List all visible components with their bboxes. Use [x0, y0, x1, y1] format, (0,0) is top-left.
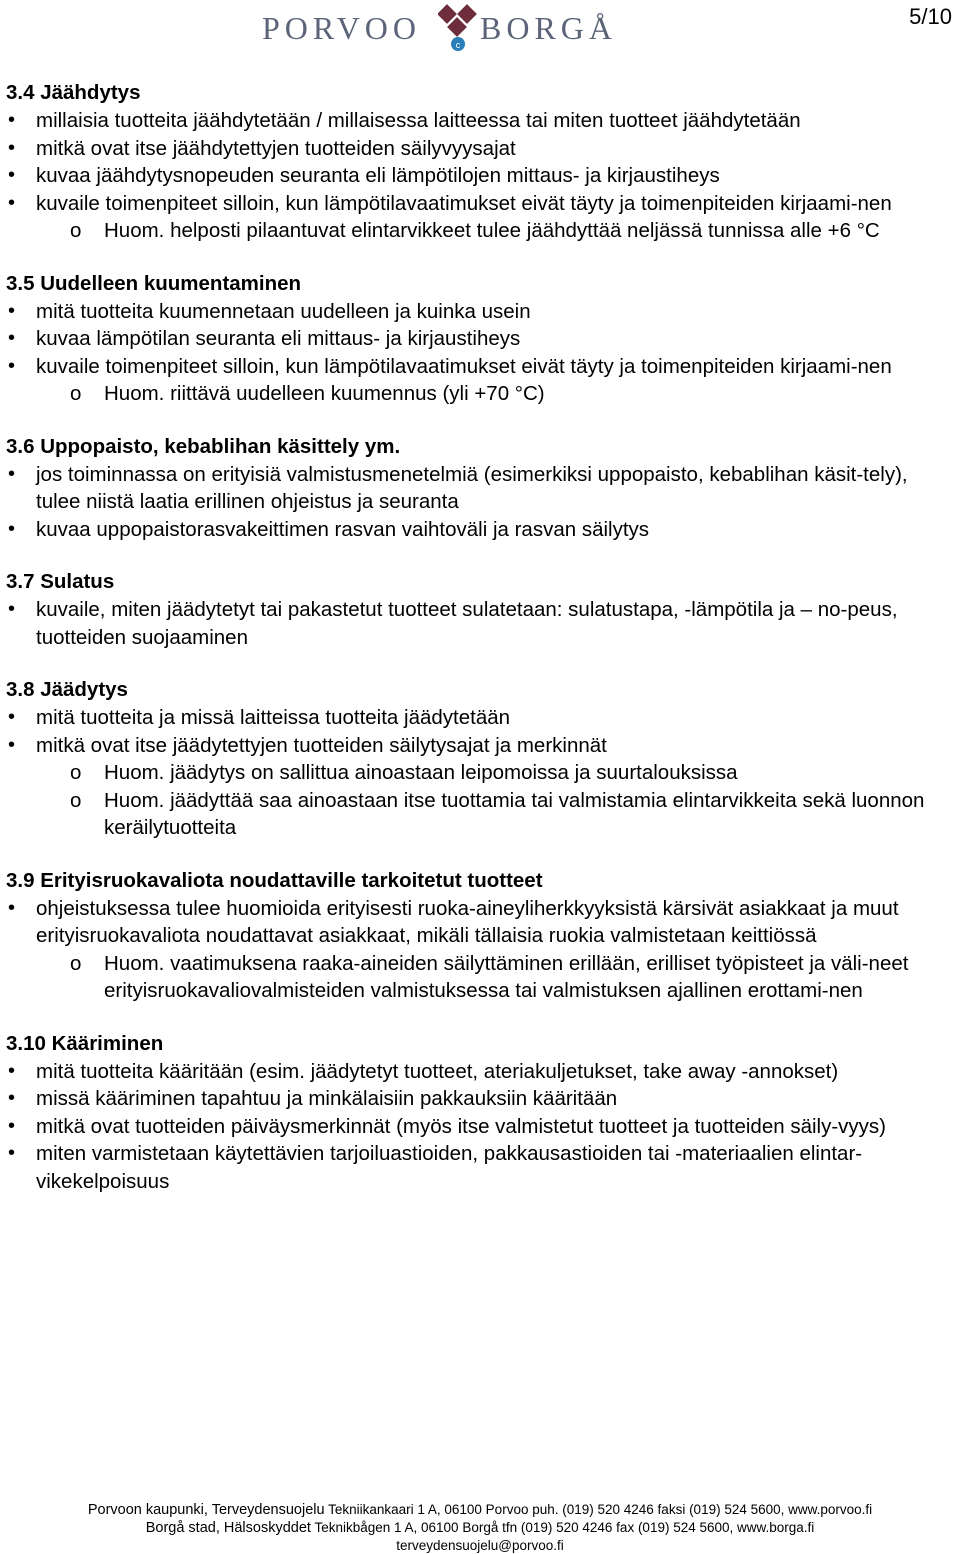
list-item: • kuvaile, miten jäädytetyt tai pakastetut tuotteet sulatetaan: sulatustapa, -lämpötila ja – no-peus, tuotteiden suojaaminen	[0, 596, 960, 651]
section	[0, 433, 960, 544]
bullet-list	[0, 461, 960, 544]
section-spacer	[0, 1005, 960, 1030]
section	[0, 676, 960, 842]
list-item: • kuvaa jäähdytysnopeuden seuranta eli lämpötilojen mittaus- ja kirjaustiheys	[0, 162, 960, 190]
footer-org-sv: Borgå stad, Hälsoskyddet	[145, 1520, 311, 1536]
sub-list-text: Huom. riittävä uudelleen kuumennus (yli +70 °C)	[104, 382, 545, 405]
section-spacer	[0, 245, 960, 270]
section-spacer	[0, 543, 960, 568]
document-body	[0, 79, 960, 1195]
bullet-list	[0, 596, 960, 651]
sub-bullet-icon: o	[70, 788, 82, 812]
section	[0, 1030, 960, 1196]
list-item: • missä kääriminen tapahtuu ja minkälaisiin pakkauksiin kääritään	[0, 1085, 960, 1113]
list-item: • kuvaa lämpötilan seuranta eli mittaus- ja kirjaustiheys	[0, 325, 960, 353]
sub-bullet-icon: o	[70, 951, 82, 975]
list-item: • mitkä ovat tuotteiden päiväysmerkinnät (myös itse valmistetut tuotteet ja tuotteiden säily-vyys)	[0, 1113, 960, 1141]
list-item: • miten varmistetaan käytettävien tarjoiluastioiden, pakkausastioiden tai -materiaalien elintar-vikekelpoisuus	[0, 1140, 960, 1195]
bullet-list	[0, 704, 960, 759]
list-item: • kuvaile toimenpiteet silloin, kun lämpötilavaatimukset eivät täyty ja toimenpiteiden kirjaami-nen	[0, 353, 960, 381]
section-spacer	[0, 408, 960, 433]
section-heading: 3.6 Uppopaisto, kebablihan käsittely ym.	[6, 434, 401, 458]
sub-list-text: Huom. jäädyttää saa ainoastaan itse tuottamia tai valmistamia elintarvikkeita sekä luonnon keräilytuotteita	[104, 788, 925, 839]
section-heading: 3.5 Uudelleen kuumentaminen	[6, 271, 302, 295]
footer-line-2	[0, 1519, 960, 1537]
sub-bullet-icon: o	[70, 761, 82, 784]
section	[0, 568, 960, 651]
footer-org-fi: Porvoon kaupunki, Terveydensuojelu	[87, 1502, 325, 1518]
footer-contact-fi: Tekniikankaari 1 A, 06100 Porvoo puh. (019) 520 4246 faksi (019) 524 5600, www.porvoo.fi	[328, 1502, 873, 1517]
section-spacer	[0, 842, 960, 867]
section	[0, 270, 960, 408]
list-item: • kuvaa uppopaistorasvakeittimen rasvan vaihtoväli ja rasvan säilytys	[0, 516, 960, 544]
list-item: • jos toiminnassa on erityisiä valmistusmenetelmiä (esimerkiksi uppopaisto, kebablihan käsit-tely), tulee niistä laatia erillinen ohjeistus ja seuranta	[0, 461, 960, 516]
sub-bullet-icon: o	[70, 382, 82, 405]
sub-bullet-icon: o	[70, 219, 82, 242]
sub-list-item	[0, 787, 960, 842]
svg-text:c: c	[455, 40, 461, 50]
footer-email: terveydensuojelu@porvoo.fi	[396, 1538, 564, 1553]
list-item: • ohjeistuksessa tulee huomioida erityisesti ruoka-aineyliherkkyyksistä kärsivät asiakkaat ja muut erityisruokavaliota noudattavat asiakkaat, mikäli tällaisia ruokia valmistetaan keittiössä	[0, 895, 960, 950]
sub-list-item	[0, 380, 960, 408]
list-item: • mitä tuotteita kääritään (esim. jäädytetyt tuotteet, ateriakuljetukset, take away -annokset)	[0, 1058, 960, 1086]
bullet-list	[0, 895, 960, 950]
footer-line-1	[0, 1501, 960, 1519]
city-emblem-icon	[438, 4, 478, 52]
section-heading: 3.8 Jäädytys	[6, 678, 128, 701]
sub-list-item	[0, 759, 960, 787]
section-heading: 3.10 Kääriminen	[6, 1031, 164, 1055]
sub-list-text: Huom. vaatimuksena raaka-aineiden säilyttäminen erillään, erilliset työpisteet ja väli-neet erityisruokavaliovalmisteiden valmistuksessa tai valmistuksen ajallinen erottami-nen	[104, 951, 909, 1002]
list-item: • kuvaile toimenpiteet silloin, kun lämpötilavaatimukset eivät täyty ja toimenpiteiden kirjaami-nen	[0, 190, 960, 218]
logo-text-borga: BORGÅ	[480, 10, 618, 46]
sub-list-text: Huom. jäädytys on sallittua ainoastaan leipomoissa ja suurtalouksissa	[104, 761, 738, 784]
porvoo-borga-logo	[262, 2, 624, 54]
sub-list-item	[0, 950, 960, 1005]
list-item: • mitkä ovat itse jäähdytettyjen tuotteiden säilyvyysajat	[0, 135, 960, 163]
footer-contact-sv: Teknikbågen 1 A, 06100 Borgå tfn (019) 520 4246 fax (019) 524 5600, www.borga.fi	[314, 1520, 815, 1535]
list-item: • millaisia tuotteita jäähdytetään / millaisessa laitteessa tai miten tuotteet jäähdytetään	[0, 107, 960, 135]
section-heading: 3.9 Erityisruokavaliota noudattaville tarkoitetut tuotteet	[6, 868, 543, 892]
sub-list-item	[0, 217, 960, 245]
bullet-list	[0, 107, 960, 217]
sub-list-text: Huom. helposti pilaantuvat elintarvikkeet tulee jäähdyttää neljässä tunnissa alle +6 °C	[104, 219, 880, 242]
list-item: • mitkä ovat itse jäädytettyjen tuotteiden säilytysajat ja merkinnät	[0, 732, 960, 760]
section	[0, 867, 960, 1005]
bullet-list	[0, 1058, 960, 1196]
section-heading: 3.4 Jäähdytys	[6, 81, 141, 104]
section-heading: 3.7 Sulatus	[6, 570, 115, 593]
bullet-list	[0, 298, 960, 381]
page-number: 5/10	[909, 4, 952, 29]
logo-text-porvoo: PORVOO	[262, 10, 422, 46]
footer	[0, 1501, 960, 1554]
section	[0, 79, 960, 245]
section-spacer	[0, 651, 960, 676]
list-item: • mitä tuotteita kuumennetaan uudelleen ja kuinka usein	[0, 298, 960, 326]
list-item: • mitä tuotteita ja missä laitteissa tuotteita jäädytetään	[0, 704, 960, 732]
